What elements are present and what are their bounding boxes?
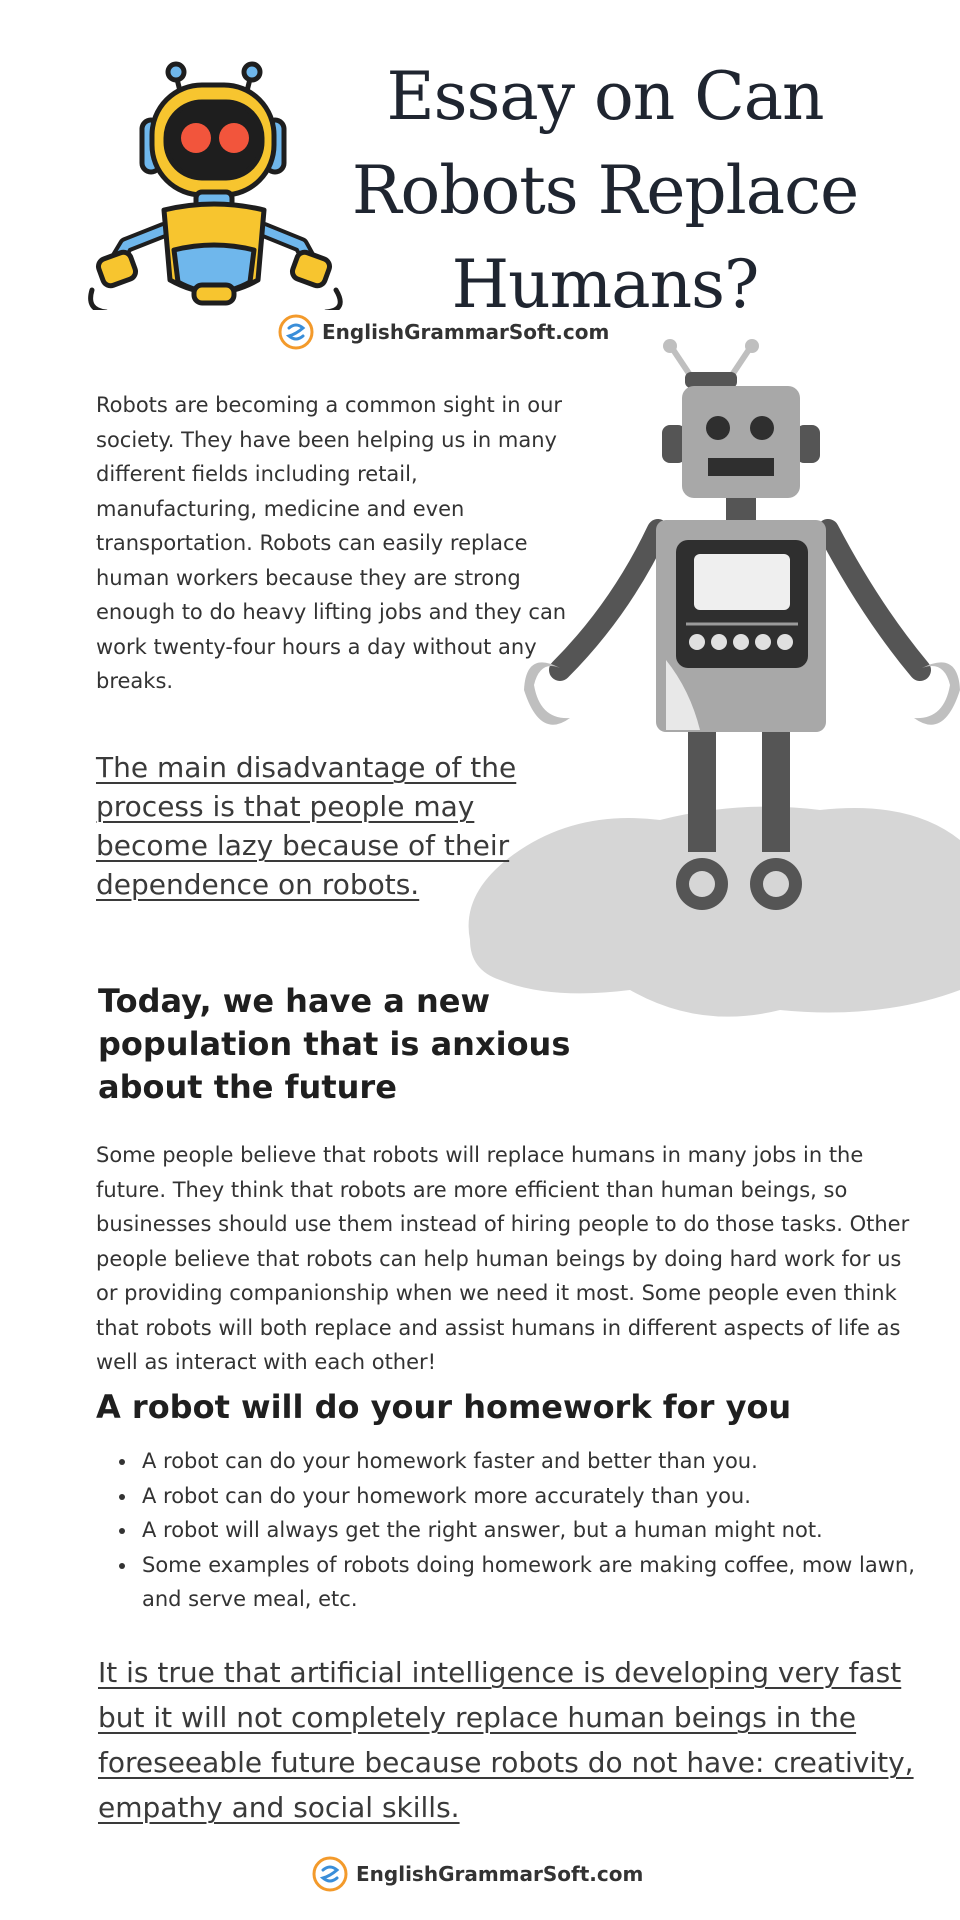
body-paragraph-opinions: Some people believe that robots will replace humans in many jobs in the future. They think that robots are more efficient than human beings, so businesses should use them instead of hiring people to do those tasks. Other people believe that robots can help human beings by doing hard work for us or providing companionship when we need it most. Some people even think that robots will both replace and assist humans in different aspects of life as well as interact with each other! xyxy=(96,1143,910,1374)
brand-name: EnglishGrammarSoft.com xyxy=(322,320,610,344)
yellow-robot-illustration xyxy=(86,60,356,310)
highlight-quote-conclusion: It is true that artificial intelligence is developing very fast but it will not completely replace human beings in the foreseeable future because robots do not have: creativity, empathy and social skills. xyxy=(98,1656,914,1824)
highlight-quote-disadvantage: The main disadvantage of the process is that people may become lazy because of their dependence on robots. xyxy=(96,751,517,901)
list-item: • A robot will always get the right answer, but a human might not. xyxy=(138,1513,958,1548)
brand-icon xyxy=(278,314,314,350)
heading-today: Today, we have a new population that is anxious about the future xyxy=(98,982,571,1106)
brand-icon xyxy=(312,1856,348,1892)
list-item: • Some examples of robots doing homework are making coffee, mow lawn, and serve meal, etc. xyxy=(138,1548,958,1617)
heading-homework: A robot will do your homework for you xyxy=(96,1388,792,1426)
list-item: • A robot can do your homework faster and better than you. xyxy=(138,1444,958,1479)
list-item: • A robot can do your homework more accurately than you. xyxy=(138,1479,958,1514)
homework-bullet-list xyxy=(100,1444,958,1617)
brand-logo-bottom xyxy=(312,1856,643,1892)
page-title: Essay on Can Robots Replace Humans? xyxy=(351,58,859,323)
brand-name: EnglishGrammarSoft.com xyxy=(356,1862,644,1886)
intro-paragraph: Robots are becoming a common sight in our society. They have been helping us in many different fields including retail, manufacturing, medicine and even transportation. Robots can easily replace human workers because they are strong enough to do heavy lifting jobs and they can work twenty-four hours a day without any breaks. xyxy=(96,393,567,693)
